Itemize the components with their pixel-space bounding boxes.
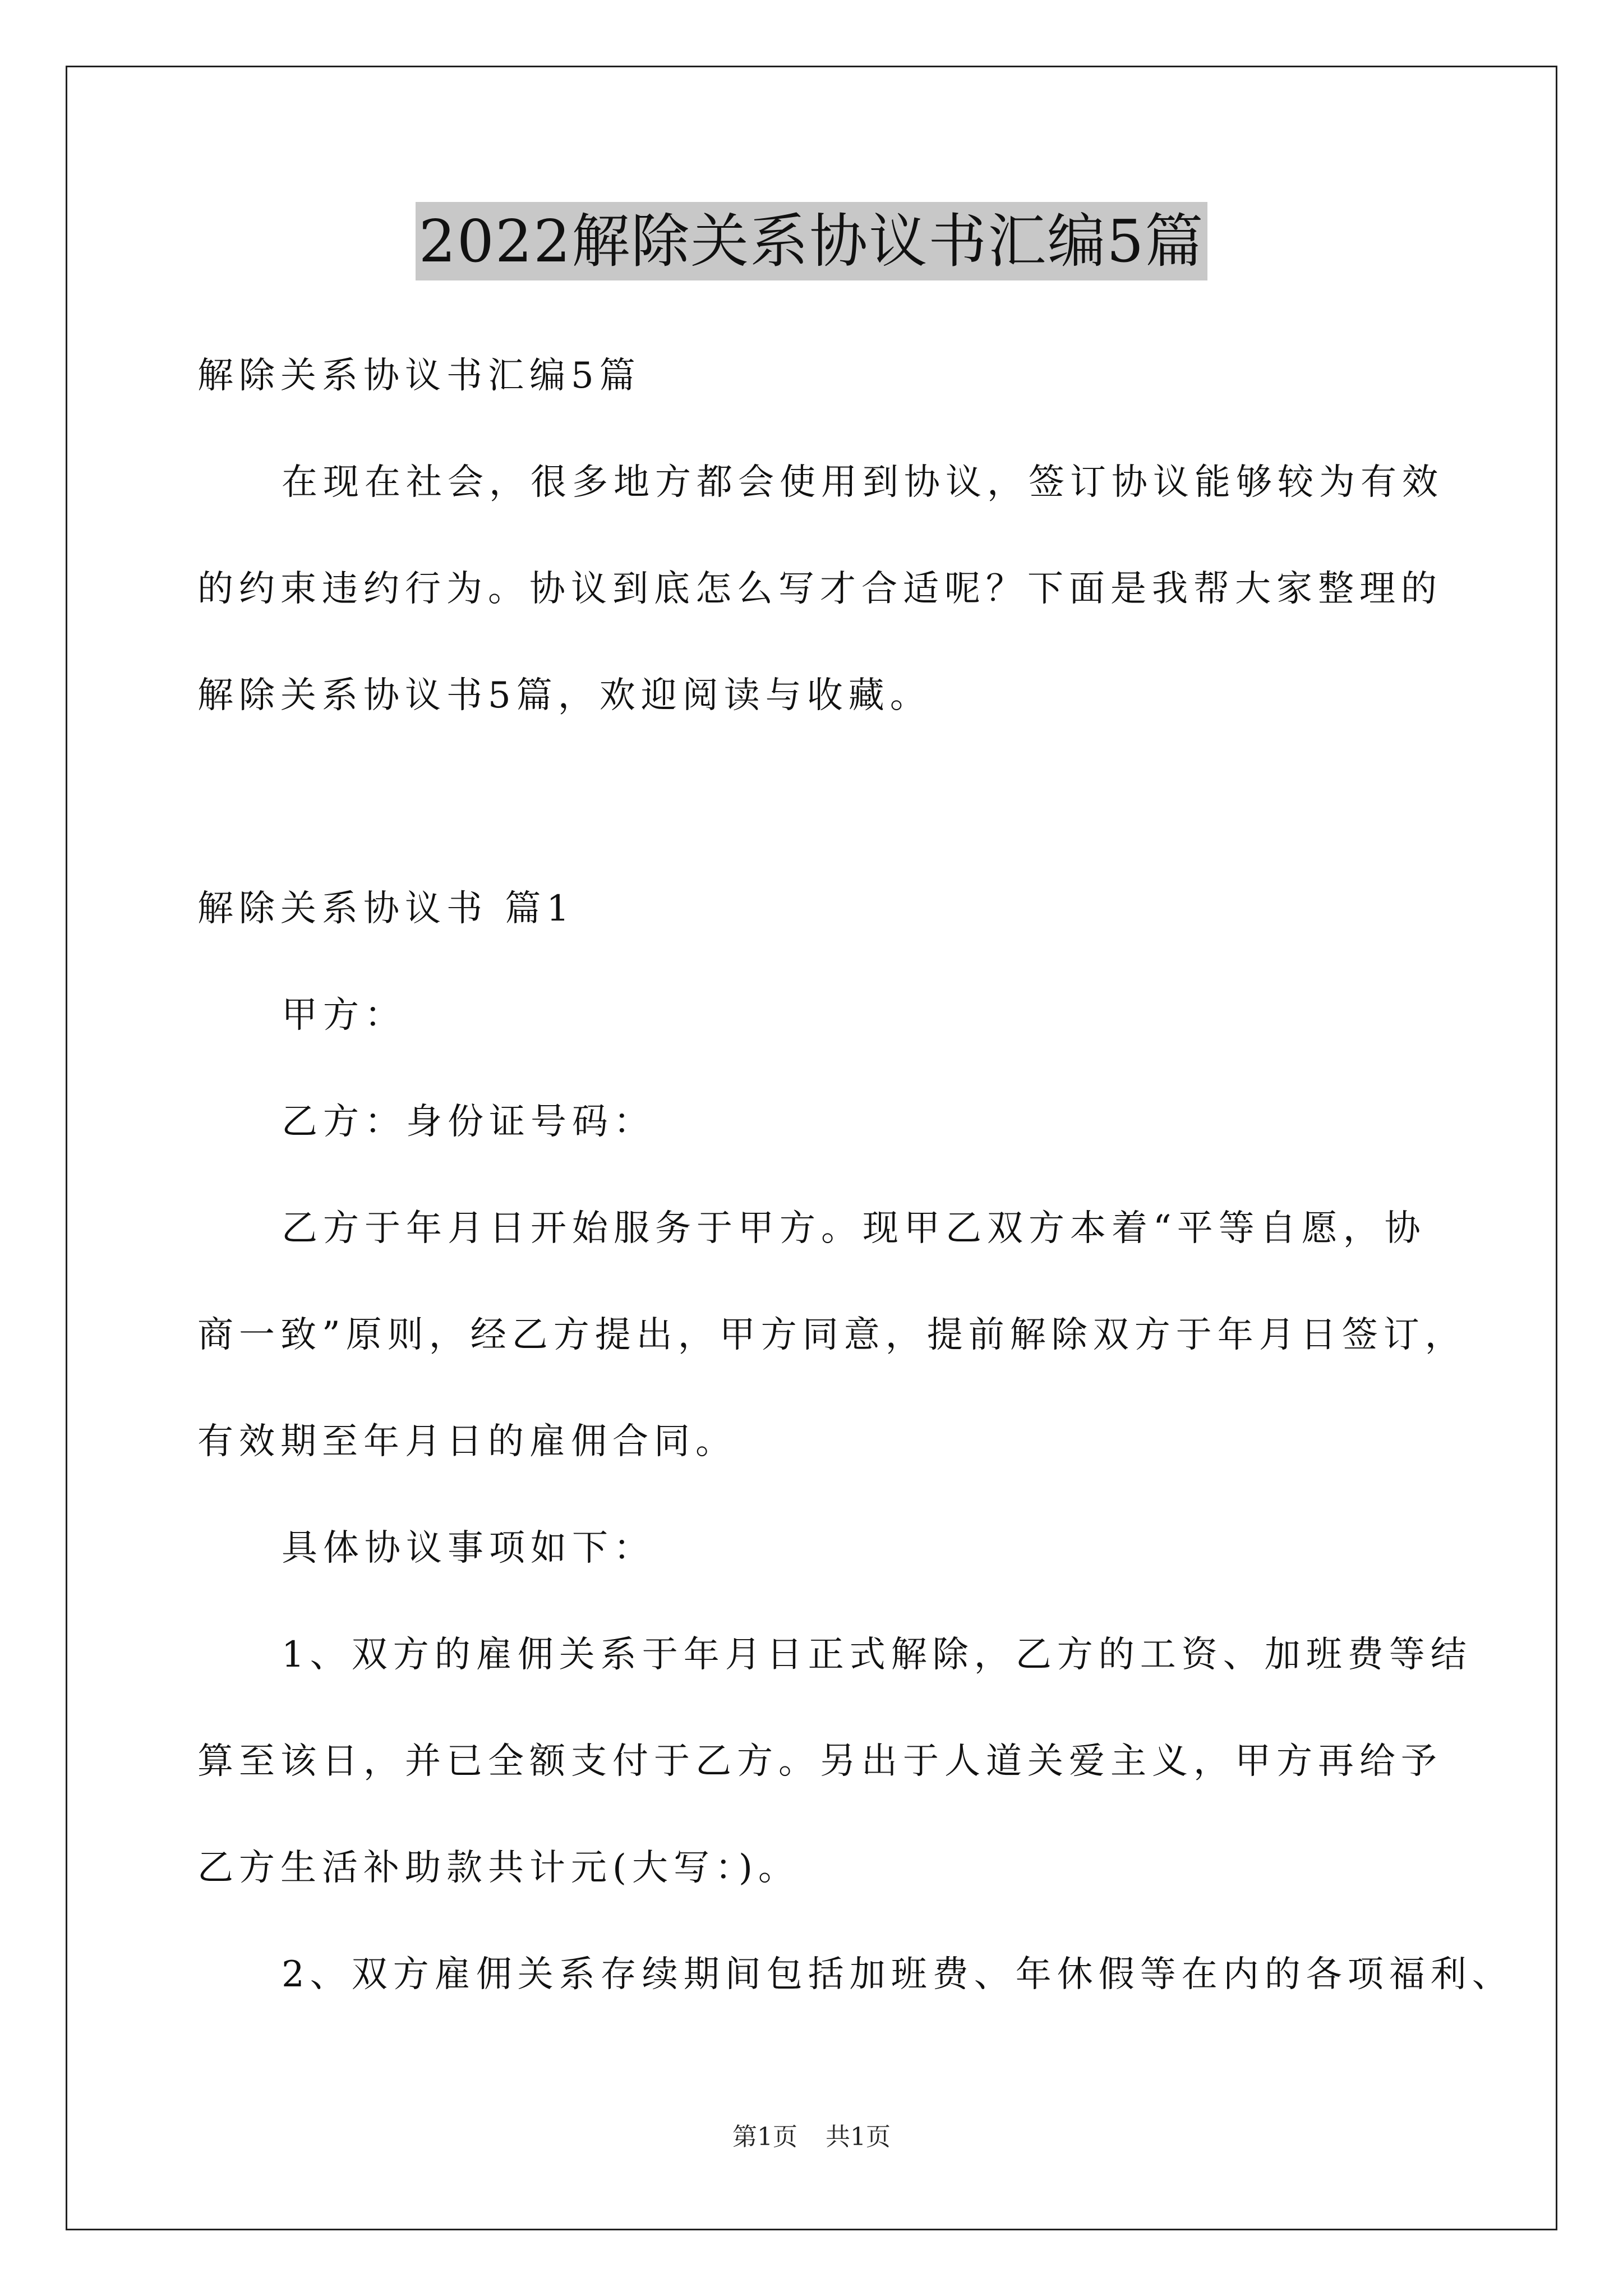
clause-1-line: 1、双方的雇佣关系于年月日正式解除，乙方的工资、加班费等结 <box>282 1634 1472 1676</box>
page-number: 第1页 <box>732 2123 797 2151</box>
subtitle-line: 解除关系协议书汇编5篇 <box>197 355 641 397</box>
intro-line-2: 的约束违约行为。协议到底怎么写才合适呢？下面是我帮大家整理的 <box>197 568 1442 610</box>
clause-1-line: 乙方生活补助款共计元(大写：)。 <box>197 1847 800 1889</box>
intro-line-3: 解除关系协议书5篇，欢迎阅读与收藏。 <box>197 675 932 716</box>
document-title: 2022解除关系协议书汇编5篇 <box>416 202 1208 280</box>
clause-1-line: 算至该日，并已全额支付于乙方。另出于人道关爱主义，甲方再给予 <box>197 1741 1442 1782</box>
paragraph-line: 商一致”原则，经乙方提出，甲方同意，提前解除双方于年月日签订， <box>197 1314 1467 1356</box>
section-heading: 解除关系协议书 篇1 <box>197 888 575 930</box>
page-total: 共1页 <box>826 2123 891 2151</box>
paragraph-line: 有效期至年月日的雇佣合同。 <box>197 1421 737 1462</box>
title-wrap <box>0 202 1623 280</box>
page-footer <box>0 2120 1623 2154</box>
party-a-line: 甲方： <box>282 995 406 1036</box>
clause-2-line: 2、双方雇佣关系存续期间包括加班费、年休假等在内的各项福利、 <box>282 1954 1514 1995</box>
party-b-line: 乙方：身份证号码： <box>282 1101 655 1143</box>
terms-heading-line: 具体协议事项如下： <box>282 1527 655 1569</box>
intro-line-1: 在现在社会，很多地方都会使用到协议，签订协议能够较为有效 <box>282 462 1444 503</box>
paragraph-line: 乙方于年月日开始服务于甲方。现甲乙双方本着“平等自愿，协 <box>282 1208 1426 1249</box>
